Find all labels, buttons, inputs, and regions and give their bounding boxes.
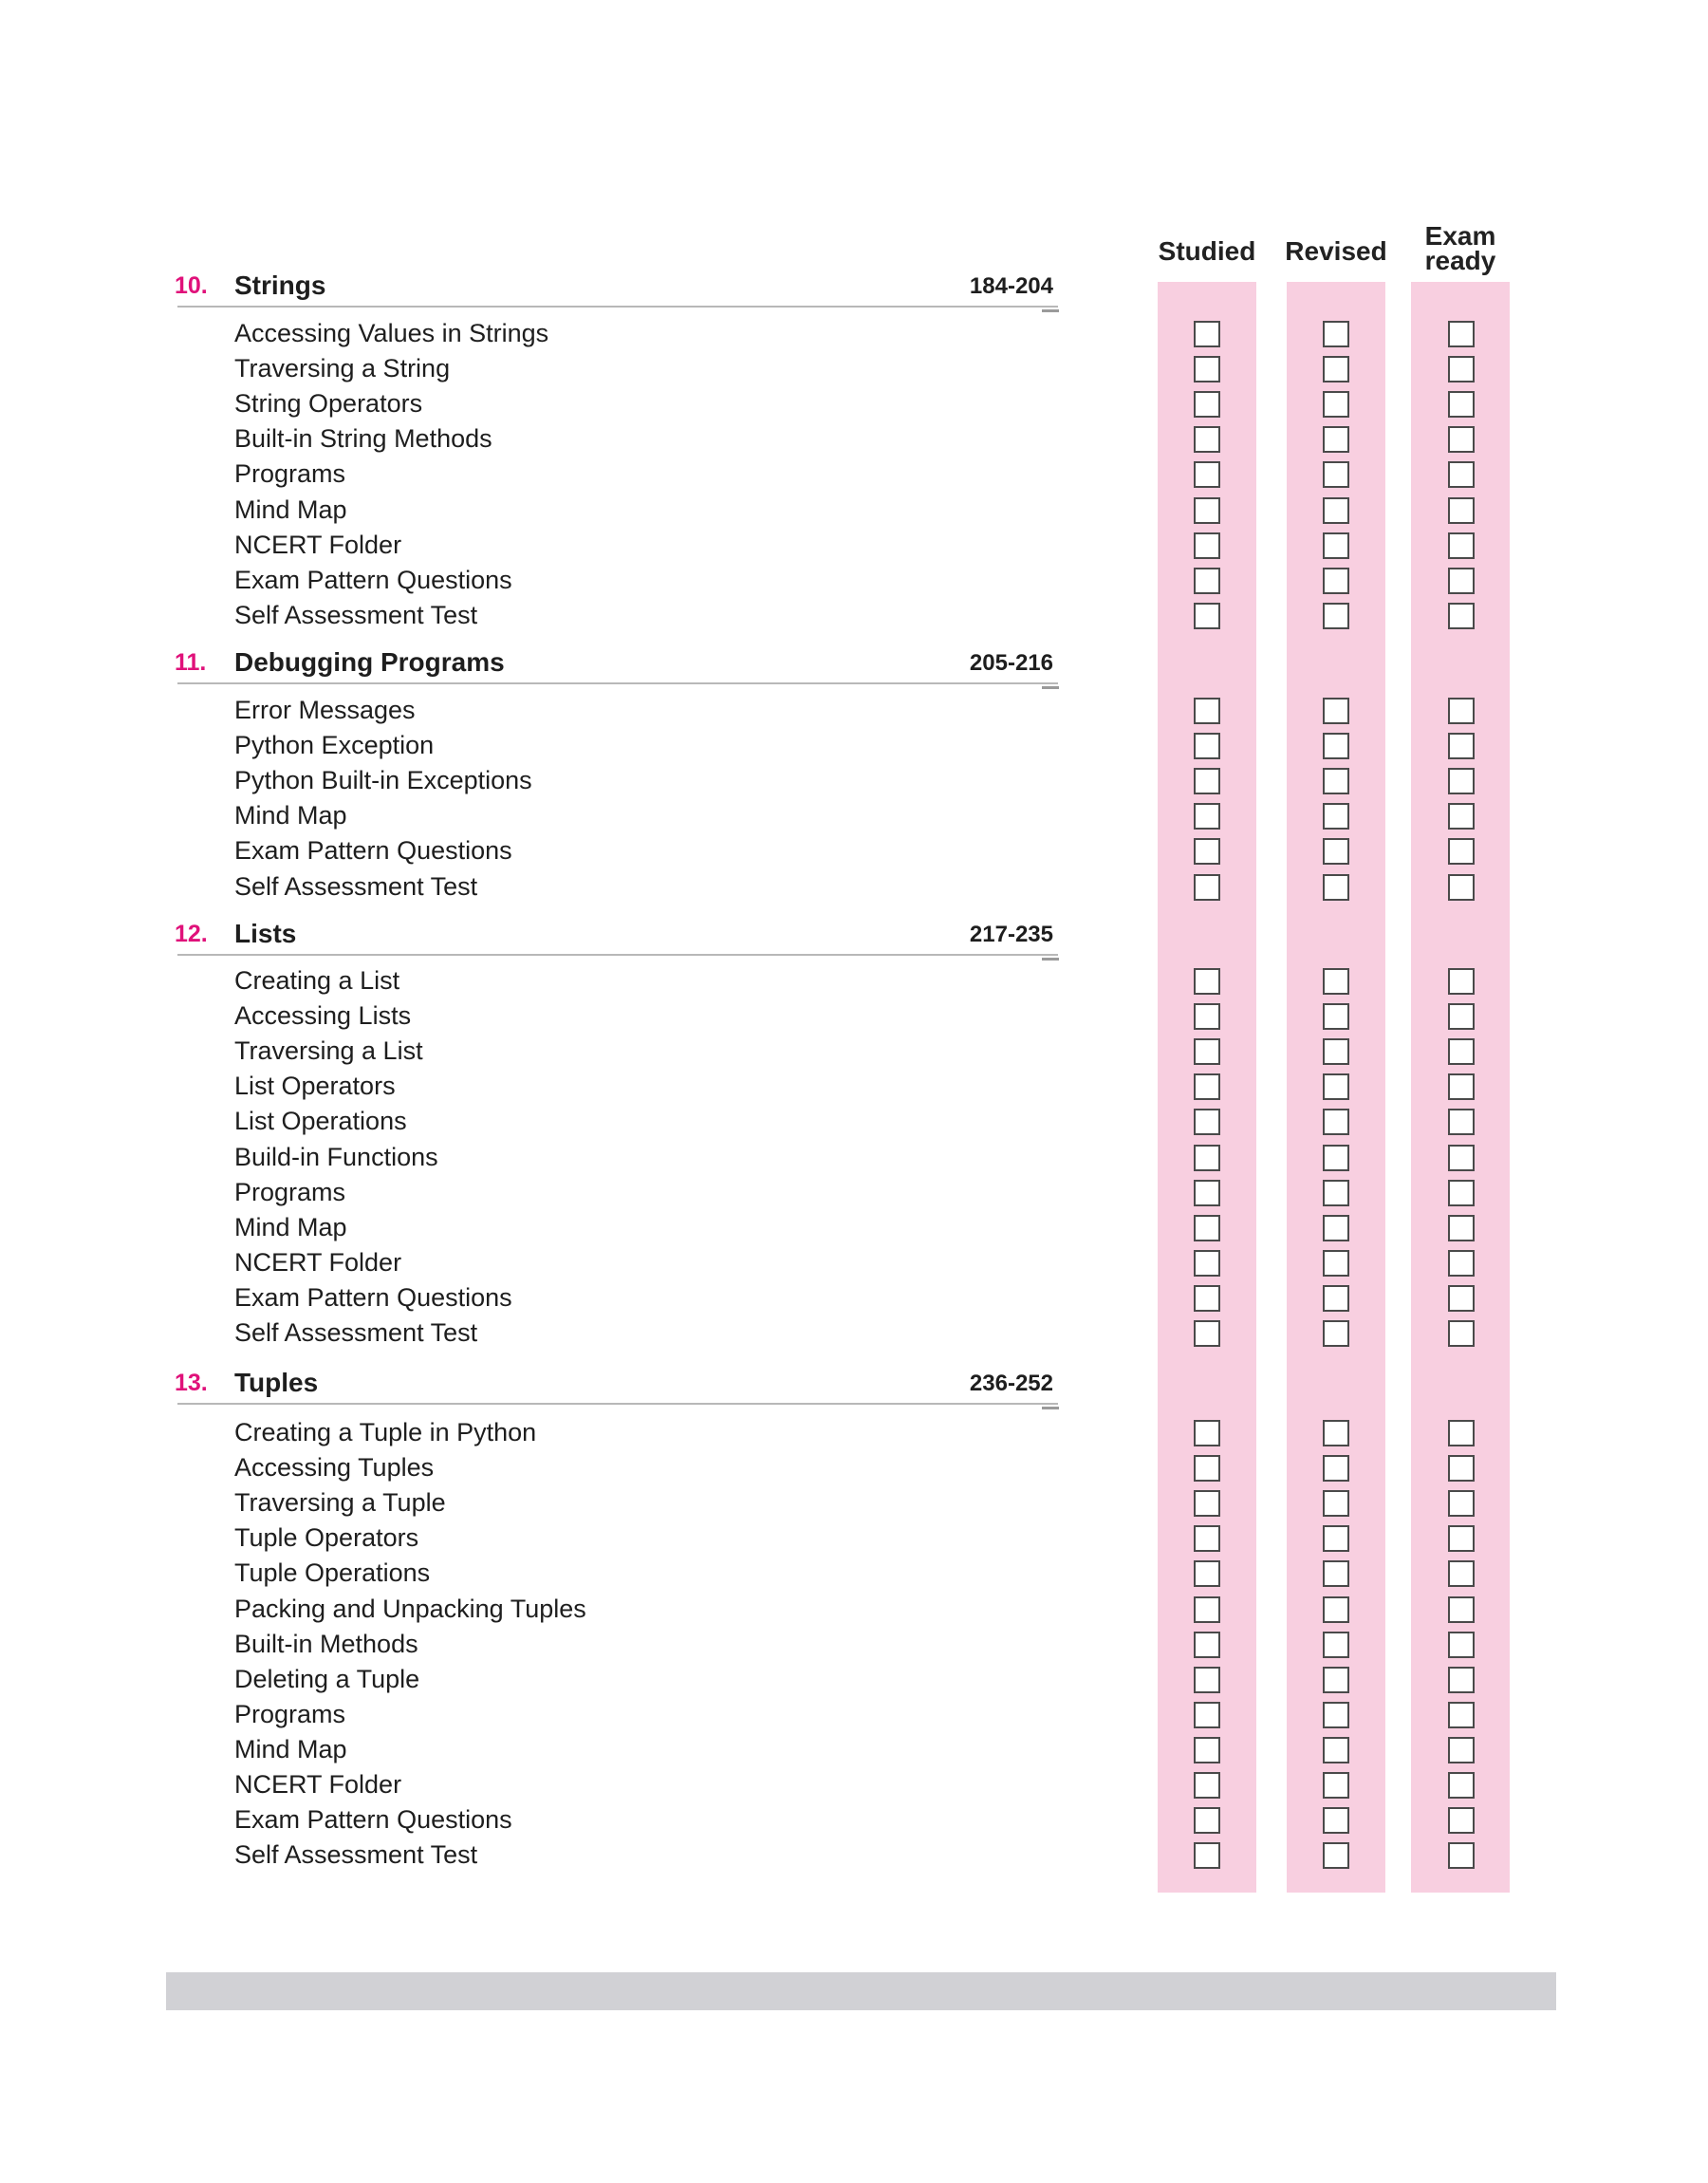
- topic-label: Built-in Methods: [234, 1629, 418, 1658]
- studied-checkbox[interactable]: [1194, 1596, 1220, 1623]
- exam-ready-checkbox[interactable]: [1448, 733, 1475, 759]
- exam-ready-checkbox[interactable]: [1448, 1667, 1475, 1693]
- revised-checkbox[interactable]: [1323, 321, 1349, 347]
- topic-label: Self Assessment Test: [234, 1840, 478, 1870]
- topic-label: Mind Map: [234, 1212, 347, 1241]
- revised-checkbox[interactable]: [1323, 1737, 1349, 1763]
- studied-checkbox[interactable]: [1194, 803, 1220, 830]
- studied-checkbox[interactable]: [1194, 874, 1220, 901]
- topic-label: Packing and Unpacking Tuples: [234, 1594, 586, 1623]
- exam-ready-checkbox[interactable]: [1448, 1737, 1475, 1763]
- revised-checkbox[interactable]: [1323, 1702, 1349, 1728]
- topic-label: NCERT Folder: [234, 1770, 402, 1799]
- revised-checkbox[interactable]: [1323, 568, 1349, 594]
- studied-checkbox[interactable]: [1194, 356, 1220, 382]
- studied-checkbox[interactable]: [1194, 1560, 1220, 1587]
- topic-label: Accessing Tuples: [234, 1453, 435, 1483]
- topic-label: Creating a Tuple in Python: [234, 1418, 537, 1446]
- revised-checkbox[interactable]: [1323, 461, 1349, 488]
- revised-checkbox[interactable]: [1323, 803, 1349, 830]
- exam-ready-checkbox[interactable]: [1448, 874, 1475, 901]
- exam-ready-checkbox[interactable]: [1448, 603, 1475, 629]
- revised-checkbox[interactable]: [1323, 1842, 1349, 1869]
- studied-checkbox[interactable]: [1194, 1490, 1220, 1517]
- exam-ready-checkbox[interactable]: [1448, 1807, 1475, 1834]
- chapter-divider: [177, 306, 1058, 308]
- page-range-underline: [1042, 686, 1059, 689]
- topic-label: NCERT Folder: [234, 530, 402, 559]
- page-range-underline: [1042, 309, 1059, 312]
- exam-ready-column-header: Exam ready: [1424, 221, 1496, 275]
- topic-label: Mind Map: [234, 801, 347, 830]
- studied-checkbox[interactable]: [1194, 1180, 1220, 1206]
- topic-label: List Operators: [234, 1072, 396, 1101]
- revised-column-header: Revised: [1285, 236, 1387, 266]
- exam-ready-checkbox[interactable]: [1448, 1525, 1475, 1552]
- studied-checkbox[interactable]: [1194, 497, 1220, 524]
- revised-checkbox[interactable]: [1323, 1807, 1349, 1834]
- revised-checkbox[interactable]: [1323, 733, 1349, 759]
- studied-checkbox[interactable]: [1194, 426, 1220, 453]
- revised-checkbox[interactable]: [1323, 1455, 1349, 1482]
- topic-label: Accessing Values in Strings: [234, 319, 549, 347]
- exam-ready-checkbox[interactable]: [1448, 568, 1475, 594]
- topic-label: Mind Map: [234, 494, 347, 524]
- revised-checkbox[interactable]: [1323, 1250, 1349, 1277]
- revised-checkbox[interactable]: [1323, 391, 1349, 418]
- revised-checkbox[interactable]: [1323, 1772, 1349, 1799]
- topic-label: Traversing a Tuple: [234, 1488, 446, 1518]
- exam-ready-checkbox[interactable]: [1448, 461, 1475, 488]
- exam-ready-checkbox[interactable]: [1448, 1109, 1475, 1135]
- revised-checkbox[interactable]: [1323, 1038, 1349, 1065]
- revised-checkbox[interactable]: [1323, 874, 1349, 901]
- studied-checkbox[interactable]: [1194, 1525, 1220, 1552]
- studied-checkbox[interactable]: [1194, 1667, 1220, 1693]
- exam-ready-checkbox[interactable]: [1448, 426, 1475, 453]
- exam-ready-checkbox[interactable]: [1448, 1490, 1475, 1517]
- studied-checkbox[interactable]: [1194, 461, 1220, 488]
- chapter-number: 11.: [175, 649, 207, 676]
- exam-ready-checkbox[interactable]: [1448, 1772, 1475, 1799]
- topic-label: Build-in Functions: [234, 1142, 438, 1171]
- topic-label: Traversing a String: [234, 354, 451, 383]
- studied-checkbox[interactable]: [1194, 532, 1220, 559]
- revised-checkbox[interactable]: [1323, 968, 1349, 995]
- chapter-number: 10.: [175, 272, 208, 299]
- topic-label: Tuple Operators: [234, 1523, 419, 1553]
- revised-checkbox[interactable]: [1323, 1490, 1349, 1517]
- studied-checkbox[interactable]: [1194, 1109, 1220, 1135]
- topic-label: Self Assessment Test: [234, 871, 478, 901]
- topic-label: Deleting a Tuple: [234, 1664, 420, 1693]
- topic-label: Exam Pattern Questions: [234, 565, 512, 594]
- exam-ready-checkbox[interactable]: [1448, 532, 1475, 559]
- chapter-number: 12.: [175, 921, 208, 947]
- studied-checkbox[interactable]: [1194, 1145, 1220, 1171]
- topic-label: String Operators: [234, 389, 423, 419]
- topic-label: Self Assessment Test: [234, 600, 478, 629]
- revised-checkbox[interactable]: [1323, 1109, 1349, 1135]
- studied-checkbox[interactable]: [1194, 1842, 1220, 1869]
- exam-ready-checkbox[interactable]: [1448, 698, 1475, 724]
- topic-label: Self Assessment Test: [234, 1318, 478, 1347]
- studied-checkbox[interactable]: [1194, 1455, 1220, 1482]
- chapter-title: Lists: [234, 919, 297, 948]
- studied-checkbox[interactable]: [1194, 391, 1220, 418]
- revised-checkbox[interactable]: [1323, 532, 1349, 559]
- revised-checkbox[interactable]: [1323, 1525, 1349, 1552]
- studied-checkbox[interactable]: [1194, 1215, 1220, 1241]
- chapter-number: 13.: [175, 1370, 208, 1396]
- studied-checkbox[interactable]: [1194, 1737, 1220, 1763]
- topic-label: NCERT Folder: [234, 1247, 402, 1277]
- studied-column-header: Studied: [1158, 236, 1256, 266]
- revised-checkbox[interactable]: [1323, 1285, 1349, 1312]
- topic-label: Exam Pattern Questions: [234, 1282, 512, 1312]
- exam-ready-checkbox[interactable]: [1448, 838, 1475, 865]
- studied-checkbox[interactable]: [1194, 838, 1220, 865]
- studied-checkbox[interactable]: [1194, 1420, 1220, 1446]
- exam-ready-checkbox[interactable]: [1448, 1842, 1475, 1869]
- exam-ready-checkbox[interactable]: [1448, 1455, 1475, 1482]
- topic-label: Accessing Lists: [234, 1001, 412, 1031]
- studied-checkbox[interactable]: [1194, 1320, 1220, 1347]
- exam-ready-checkbox[interactable]: [1448, 1596, 1475, 1623]
- page-range-underline: [1042, 1407, 1059, 1409]
- revised-checkbox[interactable]: [1323, 698, 1349, 724]
- exam-ready-checkbox[interactable]: [1448, 1632, 1475, 1658]
- topic-label: Creating a List: [234, 966, 400, 995]
- revised-checkbox[interactable]: [1323, 838, 1349, 865]
- studied-checkbox[interactable]: [1194, 1003, 1220, 1030]
- exam-ready-checkbox[interactable]: [1448, 1420, 1475, 1446]
- revised-checkbox[interactable]: [1323, 1560, 1349, 1587]
- studied-checkbox[interactable]: [1194, 1632, 1220, 1658]
- revised-checkbox[interactable]: [1323, 1073, 1349, 1100]
- exam-ready-checkbox[interactable]: [1448, 1145, 1475, 1171]
- revised-checkbox[interactable]: [1323, 497, 1349, 524]
- studied-checkbox[interactable]: [1194, 321, 1220, 347]
- topic-label: Python Built-in Exceptions: [234, 766, 532, 795]
- topic-label: Programs: [234, 459, 346, 489]
- studied-checkbox[interactable]: [1194, 968, 1220, 995]
- exam-ready-checkbox[interactable]: [1448, 1250, 1475, 1277]
- studied-checkbox[interactable]: [1194, 1772, 1220, 1799]
- studied-checkbox[interactable]: [1194, 768, 1220, 794]
- topic-label: Mind Map: [234, 1734, 347, 1763]
- chapter-divider: [177, 682, 1058, 684]
- page-range-underline: [1042, 958, 1059, 961]
- revised-checkbox[interactable]: [1323, 1215, 1349, 1241]
- revised-checkbox[interactable]: [1323, 356, 1349, 382]
- chapter-page-range: 217-235: [969, 922, 1053, 947]
- studied-checkbox[interactable]: [1194, 1038, 1220, 1065]
- chapter-title: Tuples: [234, 1368, 319, 1397]
- studied-checkbox[interactable]: [1194, 1073, 1220, 1100]
- topic-label: Exam Pattern Questions: [234, 836, 512, 866]
- exam-ready-checkbox[interactable]: [1448, 1320, 1475, 1347]
- revised-checkbox[interactable]: [1323, 1180, 1349, 1206]
- topic-label: Programs: [234, 1699, 346, 1728]
- exam-ready-checkbox[interactable]: [1448, 968, 1475, 995]
- topic-label: Python Exception: [234, 731, 435, 760]
- studied-checkbox[interactable]: [1194, 568, 1220, 594]
- exam-ready-checkbox[interactable]: [1448, 1038, 1475, 1065]
- exam-ready-checkbox[interactable]: [1448, 1180, 1475, 1206]
- exam-ready-checkbox[interactable]: [1448, 768, 1475, 794]
- revised-checkbox[interactable]: [1323, 768, 1349, 794]
- exam-ready-checkbox[interactable]: [1448, 1285, 1475, 1312]
- revised-checkbox[interactable]: [1323, 426, 1349, 453]
- revised-checkbox[interactable]: [1323, 1320, 1349, 1347]
- chapter-divider: [177, 1403, 1058, 1405]
- chapter-page-range: 184-204: [969, 273, 1053, 299]
- studied-checkbox[interactable]: [1194, 733, 1220, 759]
- revised-checkbox[interactable]: [1323, 603, 1349, 629]
- exam-ready-checkbox[interactable]: [1448, 1073, 1475, 1100]
- revised-checkbox[interactable]: [1323, 1003, 1349, 1030]
- exam-ready-checkbox[interactable]: [1448, 1702, 1475, 1728]
- chapter-title: Debugging Programs: [234, 647, 505, 677]
- chapter-page-range: 236-252: [969, 1371, 1053, 1396]
- studied-checkbox[interactable]: [1194, 1285, 1220, 1312]
- footer-bar: [166, 1972, 1556, 2010]
- topic-label: Exam Pattern Questions: [234, 1805, 512, 1835]
- studied-checkbox[interactable]: [1194, 698, 1220, 724]
- topic-label: Programs: [234, 1177, 346, 1206]
- exam-ready-checkbox[interactable]: [1448, 1560, 1475, 1587]
- exam-ready-checkbox[interactable]: [1448, 321, 1475, 347]
- studied-checkbox[interactable]: [1194, 603, 1220, 629]
- topic-label: Built-in String Methods: [234, 424, 492, 454]
- exam-ready-checkbox[interactable]: [1448, 391, 1475, 418]
- studied-checkbox[interactable]: [1194, 1702, 1220, 1728]
- topic-label: Error Messages: [234, 696, 416, 724]
- topic-label: Tuple Operations: [234, 1558, 431, 1588]
- exam-ready-checkbox[interactable]: [1448, 803, 1475, 830]
- revised-checkbox[interactable]: [1323, 1667, 1349, 1693]
- chapter-title: Strings: [234, 271, 326, 300]
- chapter-divider: [177, 954, 1058, 956]
- studied-checkbox[interactable]: [1194, 1250, 1220, 1277]
- studied-checkbox[interactable]: [1194, 1807, 1220, 1834]
- revised-checkbox[interactable]: [1323, 1145, 1349, 1171]
- exam-ready-checkbox[interactable]: [1448, 497, 1475, 524]
- revised-checkbox[interactable]: [1323, 1632, 1349, 1658]
- chapter-page-range: 205-216: [969, 650, 1053, 676]
- topic-label: Traversing a List: [234, 1036, 423, 1066]
- exam-ready-checkbox[interactable]: [1448, 1003, 1475, 1030]
- revised-checkbox[interactable]: [1323, 1596, 1349, 1623]
- revised-checkbox[interactable]: [1323, 1420, 1349, 1446]
- exam-ready-checkbox[interactable]: [1448, 356, 1475, 382]
- topic-label: List Operations: [234, 1107, 407, 1136]
- exam-ready-checkbox[interactable]: [1448, 1215, 1475, 1241]
